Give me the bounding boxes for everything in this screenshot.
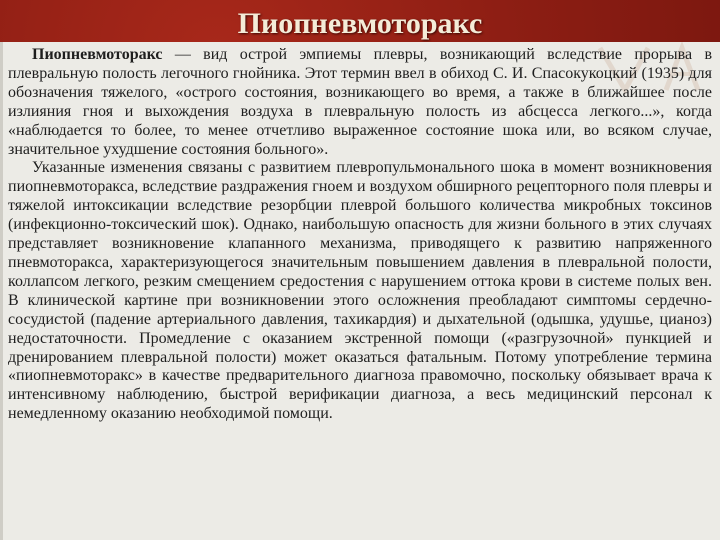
paragraph-clinical: Указанные изменения связаны с развитием плевропульмонального шока в момент возникновения пиопневмоторакса, вследствие раздражения гноем и воздухом обширного рецепторного поля плевры и тяжелой интоксикации вследствие резорбции плеврой большого количества микробных токсинов (инфекционно-токсический шок). Однако, наибольшую опасность для жизни больного в этих случаях представляет возникновение клапанного механизма, приводящего к развитию напряженного пневмоторакса, характеризующегося значительным повышением давления в плевральной полости, коллапсом легкого, резким смещением средостения с нарушением оттока крови в системе полых вен. В клинической картине при возникновении этого осложнения преобладают симптомы сердечно-сосудистой (падение артериального давления, тахикардия) и дыхательной (одышка, удушье, цианоз) недостаточности. Промедление с оказанием экстренной помощи («разгрузочной» пункцией и дренированием плевральной полости) может оказаться фатальным. Потому употребление термина «пиопневмоторакс» в качестве предварительного диагноза правомочно, поскольку обязывает врача к интенсивному наблюдению, быстрой верификации диагноза, а весь медицинский персонал к немедленному оказанию необходимой помощи. [8,159,712,423]
paragraph-definition-text: — вид острой эмпиемы плевры, возникающий вследствие прорыва в плевральную полость легочного гнойника. Этот термин ввел в обиход С. И. Спасокукоцкий (1935) для обозначения тяжелого, «острого состояния, возникающего во время, а также в ближайшее после излияния гноя и выхождения воздуха в плевральную полость из абсцесса легкого...», когда «наблюдается то более, то менее отчетливо выраженное состояние шока или, во всяком случае, значительное ухудшение состояния больного». [8,46,712,158]
slide-title: Пиопневмоторакс [237,7,483,40]
scanned-text-page [0,42,720,540]
paragraph-definition [8,46,712,159]
article-body [8,46,712,424]
term-bold: Пиопневмоторакс [32,46,163,63]
scan-edge-shadow [0,42,3,540]
